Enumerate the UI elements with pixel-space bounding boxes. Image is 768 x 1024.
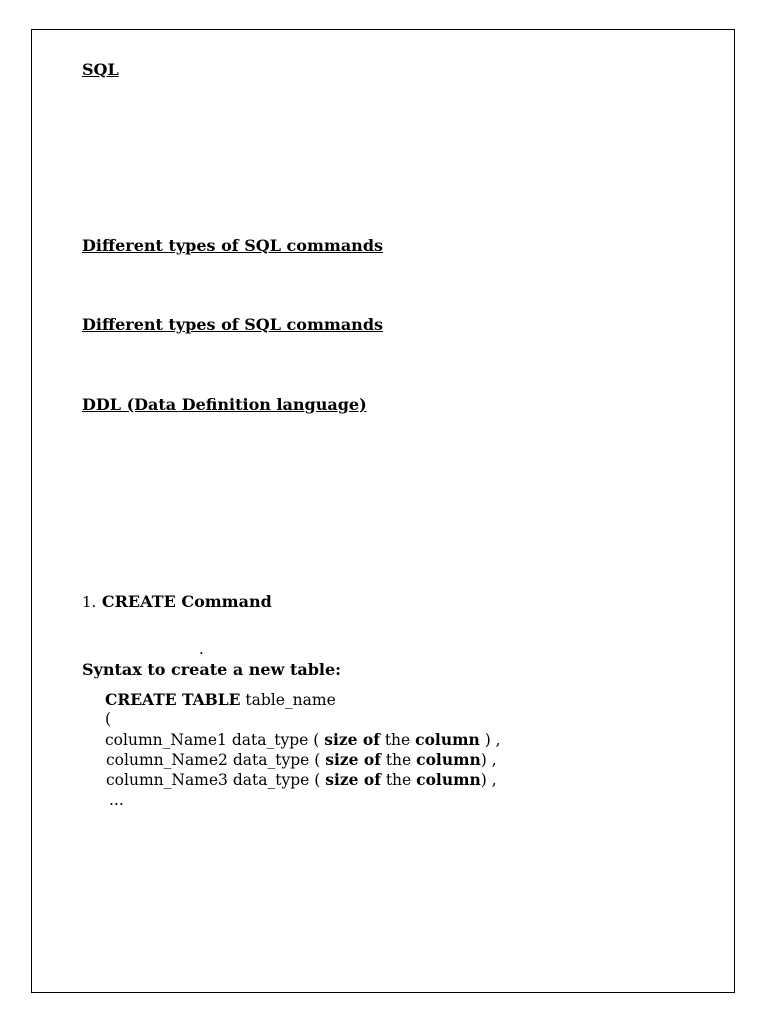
- code-end: ) ,: [480, 751, 497, 769]
- stray-dot: .: [199, 640, 204, 658]
- code-line-1: [105, 690, 336, 709]
- code-line-2: (: [105, 710, 112, 728]
- document-page: [31, 29, 735, 993]
- syntax-title: Syntax to create a new table:: [82, 660, 342, 679]
- code-keyword: CREATE TABLE: [105, 690, 241, 709]
- code-column: column: [416, 770, 481, 789]
- code-the: the: [380, 751, 417, 769]
- code-col3: column_Name3 data_type (: [106, 771, 326, 789]
- code-end: ) ,: [479, 731, 501, 749]
- create-title: CREATE Command: [101, 592, 272, 611]
- code-column: column: [416, 750, 481, 769]
- code-the: the: [380, 771, 417, 789]
- code-line-4: [106, 750, 497, 769]
- code-line-5: [106, 770, 497, 789]
- create-command-heading: [82, 592, 272, 611]
- code-size-of: size of: [325, 770, 381, 789]
- code-end: ) ,: [480, 771, 497, 789]
- code-line-6: ...: [109, 791, 124, 809]
- heading-ddl: DDL (Data Definition language): [82, 395, 367, 414]
- heading-sql: SQL: [82, 60, 119, 79]
- code-size-of: size of: [325, 750, 381, 769]
- code-the: the: [379, 731, 416, 749]
- code-size-of: size of: [324, 730, 380, 749]
- code-table-name: table_name: [240, 691, 336, 709]
- code-col1: column_Name1 data_type (: [105, 731, 325, 749]
- heading-types-2: Different types of SQL commands: [82, 315, 384, 334]
- code-line-3: [105, 730, 501, 749]
- create-number: 1.: [82, 593, 97, 611]
- code-column: column: [415, 730, 480, 749]
- code-col2: column_Name2 data_type (: [106, 751, 326, 769]
- heading-types-1: Different types of SQL commands: [82, 236, 384, 255]
